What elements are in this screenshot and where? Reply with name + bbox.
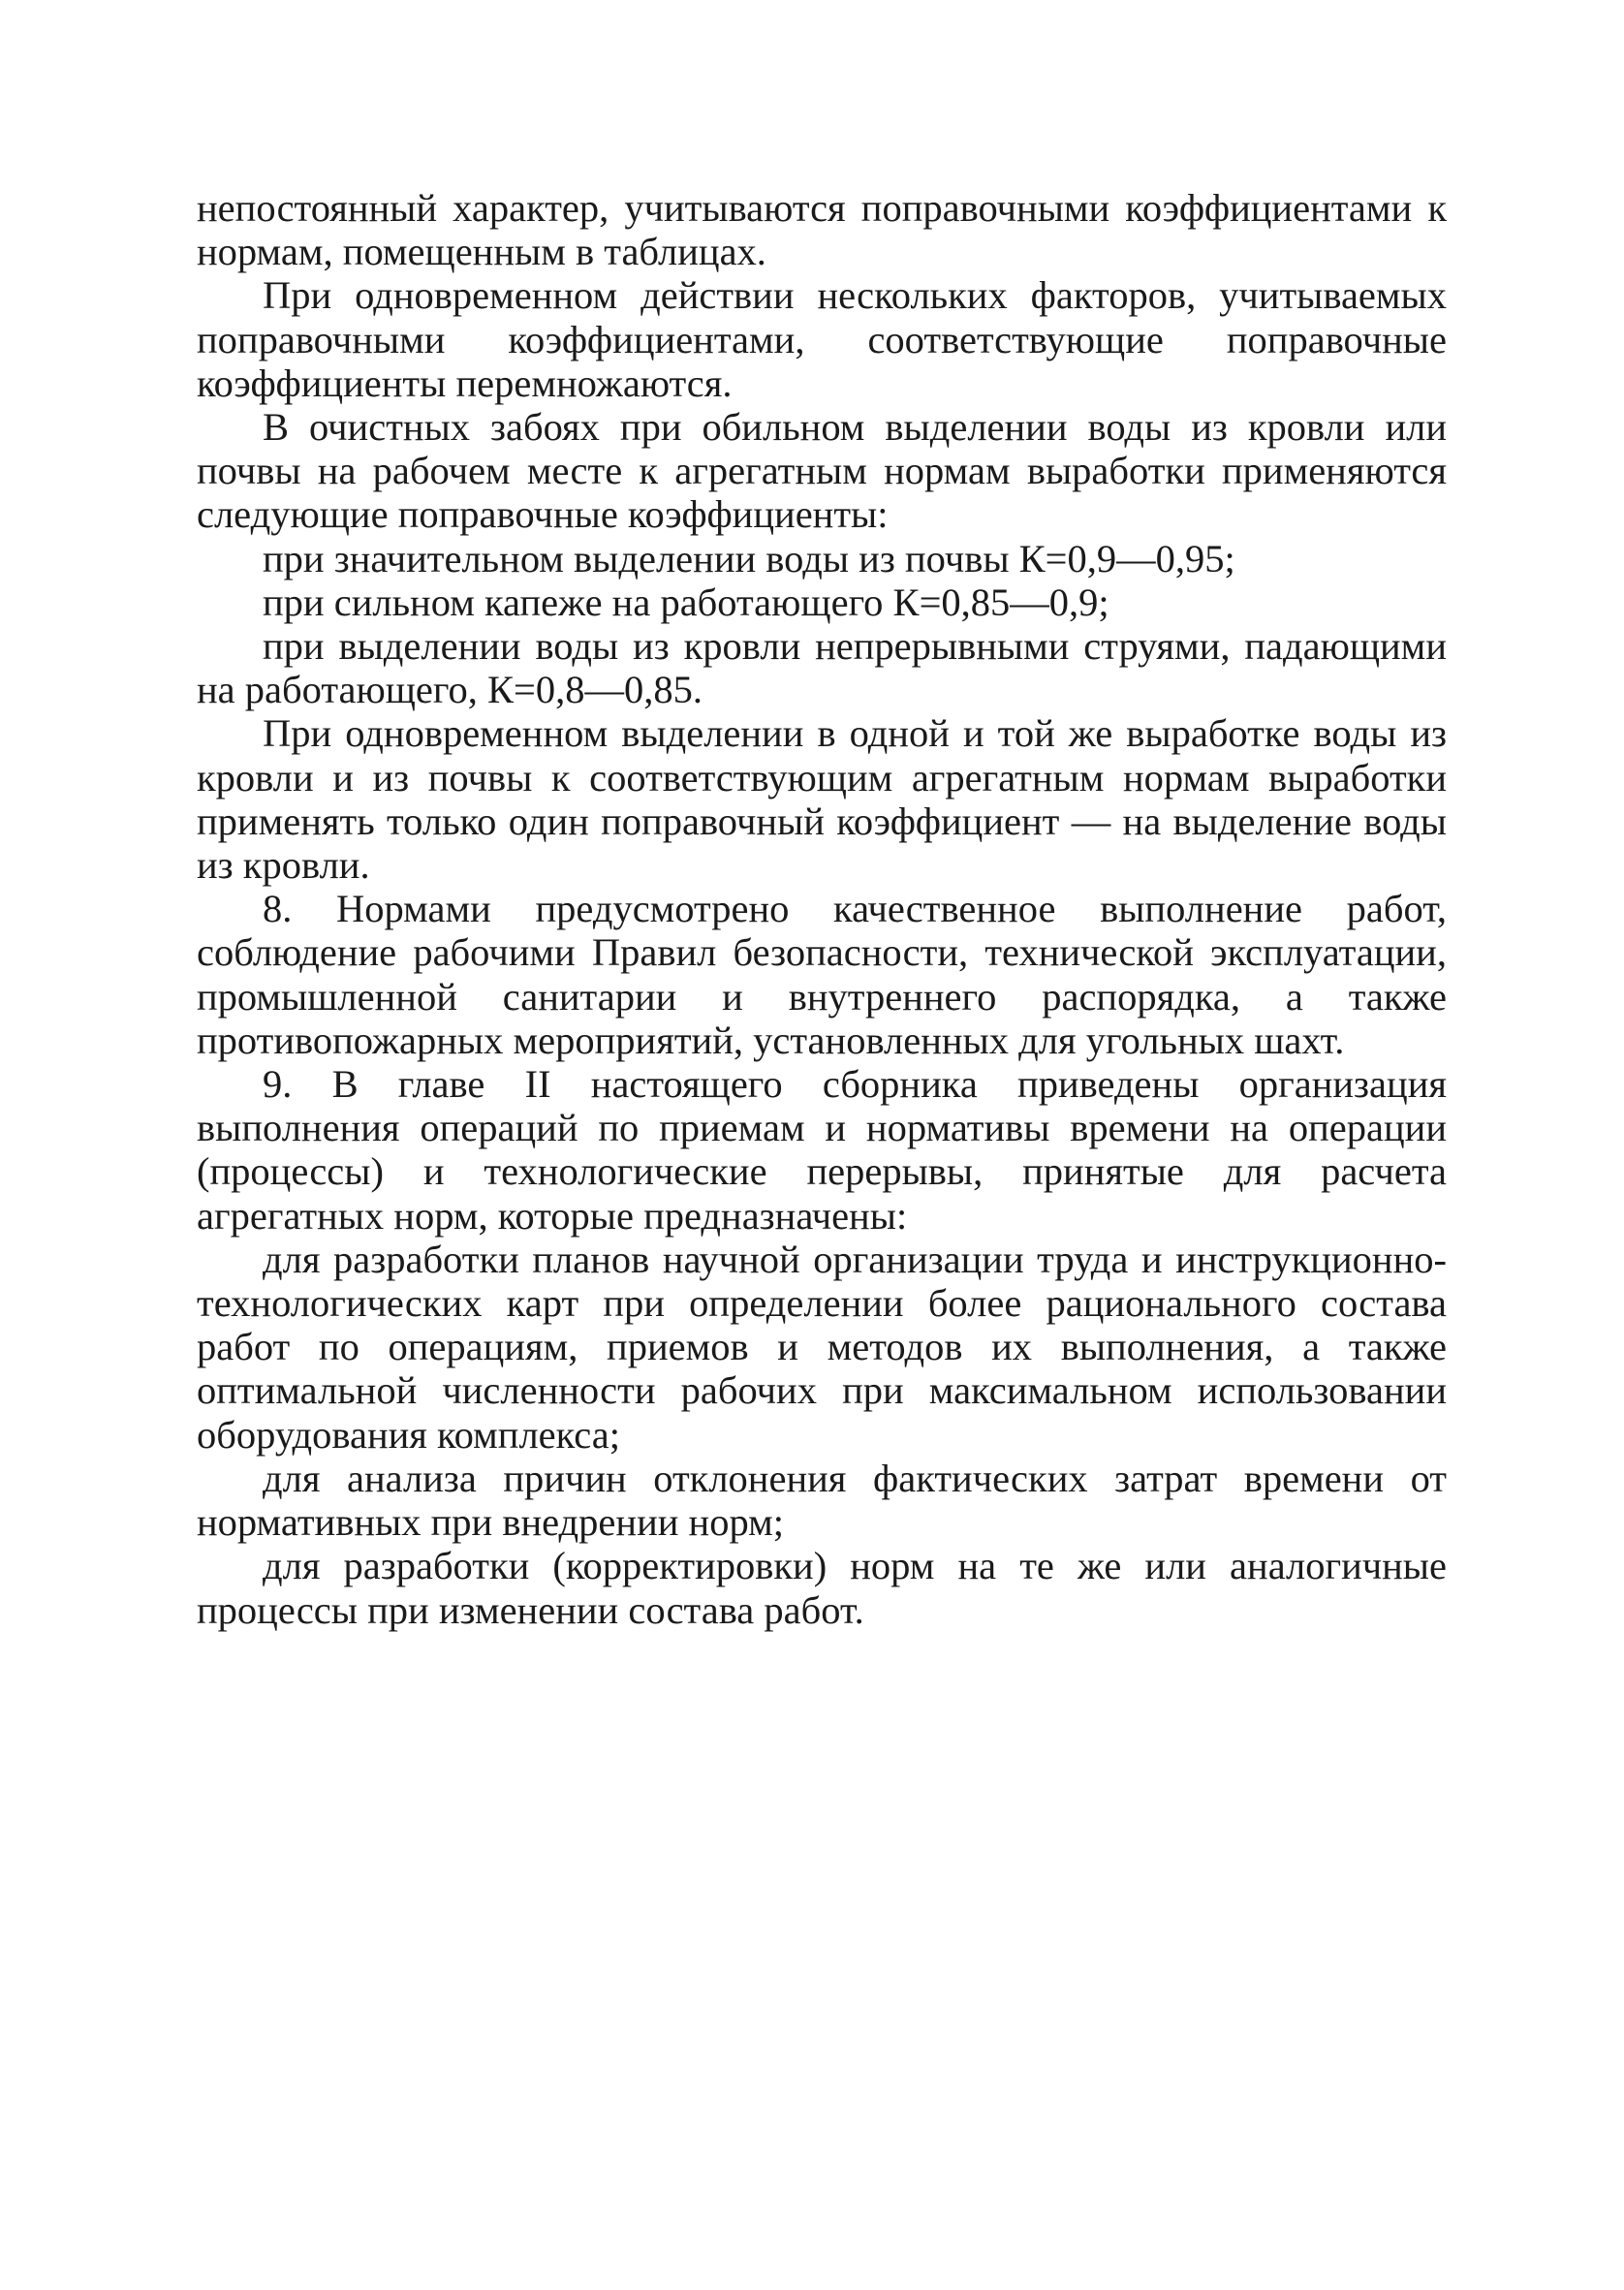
list-item-norm-revision: для разработки (корректировки) норм на те же или аналогичные процессы при изменении состава работ.	[197, 1544, 1447, 1632]
paragraph-item-8: 8. Нормами предусмотрено качественное выполнение работ, соблюдение рабочими Правил безопасности, технической эксплуатации, промышленной санитарии и внутреннего распорядка, а также противопожарных мероприятий, установленных для угольных шахт.	[197, 887, 1447, 1062]
paragraph-continuation: непостоянный характер, учитываются поправочными коэффициентами к нормам, помещенным в таблицах.	[197, 186, 1447, 274]
list-item-roof-streams: при выделении воды из кровли непрерывными струями, падающими на работающего, К=0,8—0,85.	[197, 624, 1447, 712]
document-page	[197, 186, 1447, 1632]
list-item-floor-water: при значительном выделении воды из почвы К=0,9—0,95;	[263, 536, 1235, 580]
paragraph-single-coefficient: При одновременном выделении в одной и той же выработке воды из кровли и из почвы к соответствующим агрегатным нормам выработки применять только один поправочный коэффициент — на выделение воды из кровли.	[197, 711, 1447, 888]
list-item-dripping: при сильном капеже на работающего К=0,85—0,9;	[263, 580, 1109, 624]
paragraph-water-coefficients-intro: В очистных забоях при обильном выделении воды из кровли или почвы на рабочем месте к агрегатным нормам выработки применяются следующие поправочные коэффициенты:	[197, 405, 1447, 537]
paragraph-item-9: 9. В главе II настоящего сборника приведены организация выполнения операций по приемам и нормативы времени на операции (процессы) и технологические перерывы, принятые для расчета агрегатных норм, которые предназначены:	[197, 1062, 1447, 1238]
list-item-analysis: для анализа причин отклонения фактических затрат времени от нормативных при внедрении норм;	[197, 1456, 1447, 1545]
paragraph-multiplied-coefficients: При одновременном действии нескольких факторов, учитываемых поправочными коэффициентами, соответствующие поправочные коэффициенты перемножаются.	[197, 273, 1447, 405]
list-item-not-plans: для разработки планов научной организации труда и инструкционно-технологических карт при определении более рационального состава работ по операциям, приемов и методов их выполнения, а также оптимальной численности рабочих при максимальном использовании оборудования комплекса;	[197, 1237, 1447, 1457]
